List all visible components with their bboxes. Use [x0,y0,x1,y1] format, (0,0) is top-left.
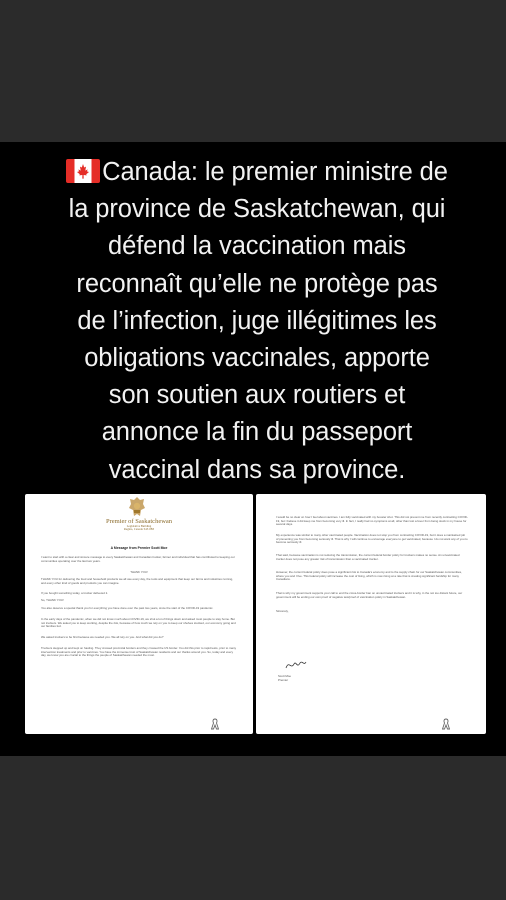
letterhead-address-2: Regina, Canada S4S 0B3 [123,527,155,532]
letter-paragraph: THANK YOU for delivering the food and household products we all use every day, the tools and equipment that keep our farms and industries running, and every other kind of goods and products you can imagine. [41,577,234,585]
signatory-title: Premier [278,677,289,682]
letter-page-1 [25,494,253,734]
signatory-name-text: Scott Moe [278,674,292,678]
tweet-line-5: de l’infection, juge illégitimes les [77,306,437,335]
tweet-text [22,154,492,489]
letterhead [25,518,253,532]
tweet-line-2: la province de Saskatchewan, qui [68,195,446,224]
post-content [0,142,506,756]
letterhead-address-1: Legislative Building [126,524,152,528]
letter-paragraph: That is why my government supports your call to end the cross-border ban on unvaccinated truckers and it is why, in the not too distant future, our government will be ending our own proof of negative test/proof of vaccination policy in Saskatchewan. [276,591,463,599]
letter-paragraph: I would be no clear on how I feel about vaccines. I am fully vaccinated with my booster shot. This did not prevent me from recently contracting COVID-19, but I believe it did keep me from becoming very ill. In fact, I really had no symptoms at all, other than lost a fever from being stuck in my house for several days. [276,515,468,527]
signature [284,658,308,672]
letterhead-title: Premier of Saskatchewan [105,518,173,525]
letter-sign-off: Sincerely, [276,609,289,613]
ribbon-icon [442,718,450,730]
top-margin [0,0,506,142]
tweet-line-3: défend la vaccination mais [108,232,406,261]
tweet-line-1 [22,154,492,191]
letter-heading: A Message from Premier Scott Moe [110,546,168,550]
signatory-name [278,675,291,682]
letter-paragraph: Truckers stepped up and kept on hauling. They crossed provincial borders and they crossed the US border. You did this prior to rapid tests, prior to many intervention treatments and prior to vaccines. You have the immense trust of Saskatchewan residents and our thanks around you. So, today and every day, we know you are crucial to the things the people of Saskatchewan needed the most. [41,646,237,658]
tweet-line-8: annonce la fin du passeport [101,418,413,447]
tweet-line-7: son soutien aux routiers et [108,381,406,410]
letter-paragraph: My experience was similar to many other vaccinated people. Vaccination does not stop you from contracting COVID-19, but it does a maintained job of preventing you from becoming seriously ill. That is why I will continue to encourage everyone to get vaccinated, because I do not want any of you to become seriously ill. [276,533,468,545]
letter-page-2 [256,494,486,734]
crest-icon [126,496,148,518]
tweet-line-6: obligations vaccinales, apporte [84,344,430,373]
tweet-line-1-text: Canada: le premier ministre de [102,158,448,186]
bottom-margin [0,756,506,900]
letter-paragraph: You also deserve a special thank you for everything you have done over the past two years, since the start of the COVID-19 pandemic. [41,606,214,610]
letter-paragraph: I want to start with a clear and sincere message to every Saskatchewan and Canadian trucker, farmer and individual that has contributed to keeping our communities operating over the last two years. [41,555,235,563]
ribbon-icon [211,718,219,730]
tweet-line-9: vaccinal dans sa province. [108,455,406,484]
letter-paragraph: We asked truckers to be first because we needed you. We all rely on you. And what did you do? [41,635,164,639]
letter-paragraph: So, THANK YOU! [41,598,64,602]
letter-paragraph: However, the current federal policy does pose a significant risk to Canada's economy and to the supply chain for our Saskatchewan communities, where you and I live. This federal policy will increase the cost of living, which is now rising at a rate that is creating significant hardship for many Canadians. [276,570,462,582]
letter-paragraph: THANK YOU! [130,570,148,574]
letter-paragraph: In the early days of the pandemic, when we did not know much about COVID-19, we shut a lot of things down and asked most people to stay home. But not truckers. We asked you to keep working, despite the risk, because of how much we rely on you to keep our shelves stocked, our economy going and our families fed. [41,617,236,629]
letter-paragraph: That said, because vaccination is not reducing the transmission, the current federal border policy for truckers makes no sense. An unvaccinated trucker does not pose any greater risk of transmission than a vaccinated trucker. [276,553,460,561]
letter-paragraph: If you bought something today, a trucker delivered it. [41,591,108,595]
canada-flag-icon [66,159,100,183]
tweet-line-4: reconnaît qu’elle ne protège pas [76,269,438,298]
